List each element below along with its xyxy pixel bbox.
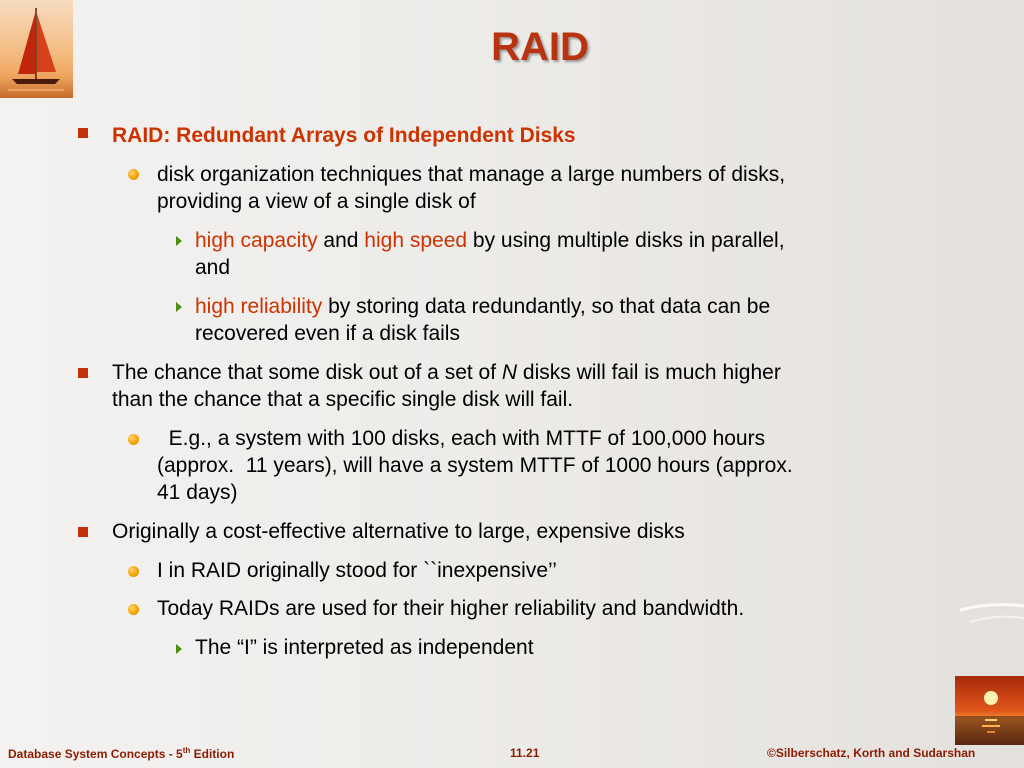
footer-copyright: ©Silberschatz, Korth and Sudarshan	[767, 746, 976, 760]
text-chance-pre: The chance that some disk out of a set of	[112, 361, 502, 384]
text-n-variable: N	[501, 361, 518, 384]
round-bullet-icon	[128, 604, 139, 615]
round-bullet-icon	[128, 566, 139, 577]
bullet-failure-chance-cont: than the chance that a specific single disk will fail.	[112, 388, 574, 411]
slide-title: RAID	[491, 25, 589, 69]
text-and: and	[317, 229, 365, 252]
bullet-cost-effective: Originally a cost-effective alternative to large, expensive disks	[112, 520, 685, 543]
highlight-high-capacity: high capacity	[195, 229, 318, 252]
bullet-mttf-example-cont: (approx. 11 years), will have a system MTTF of 1000 hours (approx.	[157, 454, 793, 477]
round-bullet-icon	[128, 434, 139, 445]
bullet-independent: The “I” is interpreted as independent	[195, 636, 534, 659]
bullet-high-reliability	[195, 293, 770, 320]
bullet-raid-definition: RAID: Redundant Arrays of Independent Disks	[112, 124, 576, 147]
arrow-bullet-icon	[176, 302, 182, 312]
bullet-high-capacity	[195, 227, 785, 254]
square-bullet-icon	[78, 527, 88, 537]
highlight-high-speed: high speed	[364, 229, 468, 252]
bullet-inexpensive: I in RAID originally stood for ``inexpensive’’	[157, 559, 557, 582]
highlight-high-reliability: high reliability	[195, 295, 323, 318]
bullet-disk-organization: disk organization techniques that manage a large numbers of disks,	[157, 163, 786, 186]
footer-edition-text: Edition	[190, 747, 235, 761]
footer-book-title-text: Database System Concepts - 5	[8, 747, 183, 761]
square-bullet-icon	[78, 128, 88, 138]
bullet-mttf-example-cont2: 41 days)	[157, 481, 238, 504]
arrow-bullet-icon	[176, 644, 182, 654]
arrow-bullet-icon	[176, 236, 182, 246]
square-bullet-icon	[78, 368, 88, 378]
bullet-high-capacity-cont: and	[195, 256, 231, 279]
text-redundantly: by storing data redundantly, so that data can be	[322, 295, 771, 318]
text-parallel: by using multiple disks in parallel,	[467, 229, 785, 252]
footer-book-title	[8, 746, 234, 761]
bullet-high-reliability-cont: recovered even if a disk fails	[195, 322, 460, 345]
round-bullet-icon	[128, 169, 139, 180]
text-chance-post: disks will fail is much higher	[517, 361, 781, 384]
bullet-failure-chance	[112, 359, 781, 386]
bullet-today-raids: Today RAIDs are used for their higher reliability and bandwidth.	[157, 597, 745, 620]
footer-page-number: 11.21	[510, 746, 540, 760]
footer-edition-sup: th	[182, 746, 191, 755]
bullet-mttf-example: E.g., a system with 100 disks, each with MTTF of 100,000 hours	[157, 427, 766, 450]
bullet-disk-organization-cont: providing a view of a single disk of	[157, 190, 476, 213]
